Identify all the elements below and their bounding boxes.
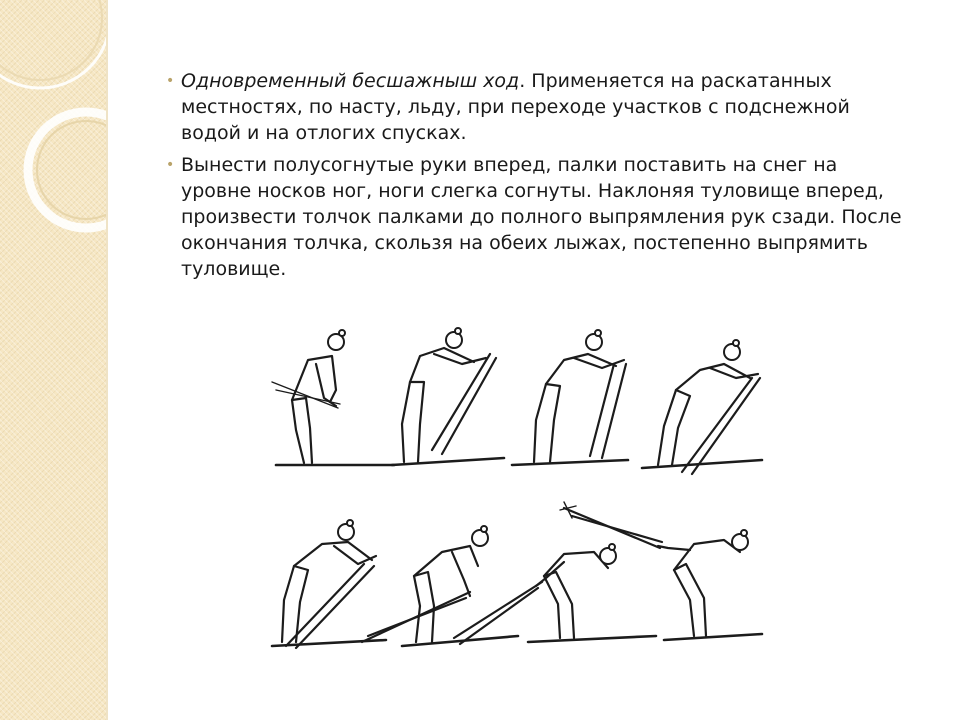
decorative-rings-icon bbox=[0, 0, 106, 260]
skier-frame-1 bbox=[272, 330, 394, 465]
bullet-dot-icon: • bbox=[166, 157, 175, 173]
skier-frame-5 bbox=[272, 520, 386, 648]
skier-technique-figure bbox=[264, 320, 764, 660]
skier-frame-6 bbox=[362, 526, 518, 646]
panel-divider bbox=[106, 0, 108, 720]
skier-frame-4 bbox=[642, 340, 762, 474]
skier-frame-7 bbox=[454, 544, 656, 644]
bullet-text: . Применяется на раскатанных местностях, по насту, льду, при переходе участков с подснежной водой и на отлогих спусках. bbox=[181, 70, 850, 144]
skier-frame-3 bbox=[512, 330, 628, 465]
skier-sequence-illustration-icon bbox=[264, 320, 764, 660]
bullet-text: Вынести полусогнутые руки вперед, палки поставить на снег на уровне носков ног, ноги слегка согнуты. Наклоняя туловище вперед, произвести толчок палками до полного выпрямления рук сзади. После окончания толчка, скользя на обеих лыжах, постепенно выпрямить туловище. bbox=[181, 154, 902, 280]
skier-frame-8 bbox=[560, 502, 762, 640]
text-body bbox=[166, 68, 906, 288]
bullet-item-2 bbox=[166, 152, 906, 282]
bullet-dot-icon: • bbox=[166, 73, 175, 89]
bullet-lead-title: Одновременный бесшажныш ход bbox=[181, 70, 520, 92]
bullet-item-1 bbox=[166, 68, 906, 146]
skier-frame-2 bbox=[392, 328, 504, 465]
